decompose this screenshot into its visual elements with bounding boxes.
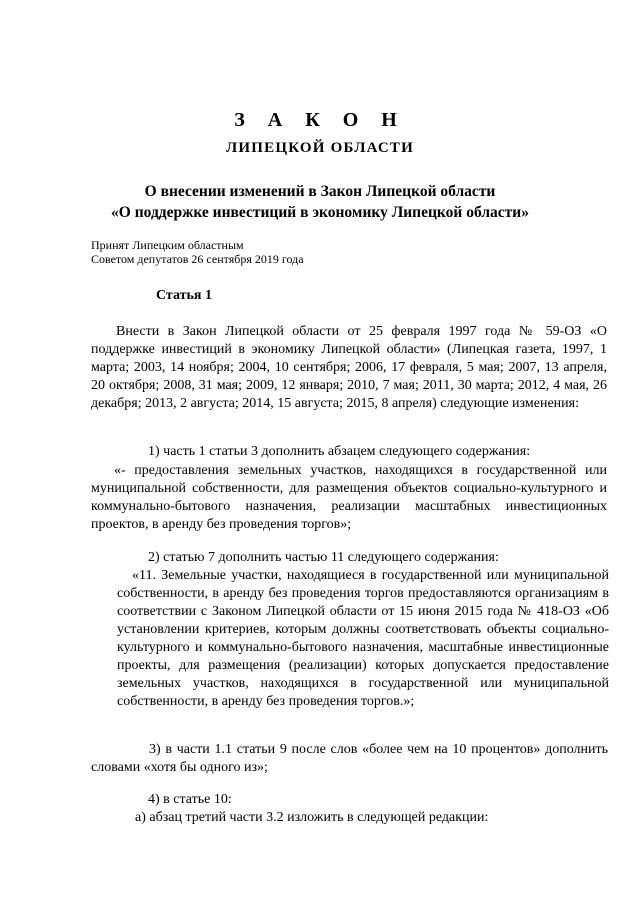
document-title: З А К О Н [234,109,406,131]
amendment-item-2-quote: «11. Земельные участки, находящиеся в государственной или муниципальной собственности, в аренду без проведения торгов предоставляются организациям в соответствии с Законом Липецкой области от 15 июня 2015 года № 418-ОЗ «Об установлении критериев, которым должны соответствовать объекты социально-культурного и коммунально-бытового назначения, масштабные инвестиционные проекты, для размещения (реализации) которых допускается предоставление земельных участков, находящихся в государственной или муниципальной собственности, в аренду без проведения торгов.»; [117,568,609,709]
amendment-item-1: 1) часть 1 статьи 3 дополнить абзацем следующего содержания: [148,444,531,459]
amendment-item-4: 4) в статье 10: [148,792,232,807]
law-heading-line-1: О внесении изменений в Закон Липецкой области [144,183,496,200]
adopted-by-line-2: Советом депутатов 26 сентября 2019 года [91,252,304,266]
article-title: Статья 1 [156,288,212,303]
intro-paragraph: Внести в Закон Липецкой области от 25 февраля 1997 года № 59-ОЗ «О поддержке инвестиций в экономику Липецкой области» (Липецкая газета, 1997, 1 марта; 2003, 14 ноября; 2004, 10 сентября; 2006, 17 февраля, 5 мая; 2007, 13 апреля, 20 октября; 2008, 31 мая; 2009, 12 января; 2010, 7 мая; 2011, 30 марта; 2012, 4 мая, 26 декабря; 2013, 2 августа; 2014, 15 августа; 2015, 8 апреля) следующие изменения: [91,324,607,411]
law-heading-line-2: «О поддержке инвестиций в экономику Липецкой области» [111,204,529,221]
amendment-item-3: 3) в части 1.1 статьи 9 после слов «более чем на 10 процентов» дополнить словами «хотя бы одного из»; [91,742,608,775]
document-region: ЛИПЕЦКОЙ ОБЛАСТИ [226,140,414,156]
adopted-by-line-1: Принят Липецким областным [91,238,244,252]
amendment-item-2: 2) статью 7 дополнить частью 11 следующего содержания: [148,550,499,565]
amendment-item-1-quote: «- предоставления земельных участков, находящихся в государственной или муниципальной собственности, для размещения объектов социально-культурного и коммунально-бытового назначения, реализации масштабных инвестиционных проектов, в аренду без проведения торгов»; [91,463,607,532]
amendment-item-4a: а) абзац третий части 3.2 изложить в следующей редакции: [135,810,489,825]
